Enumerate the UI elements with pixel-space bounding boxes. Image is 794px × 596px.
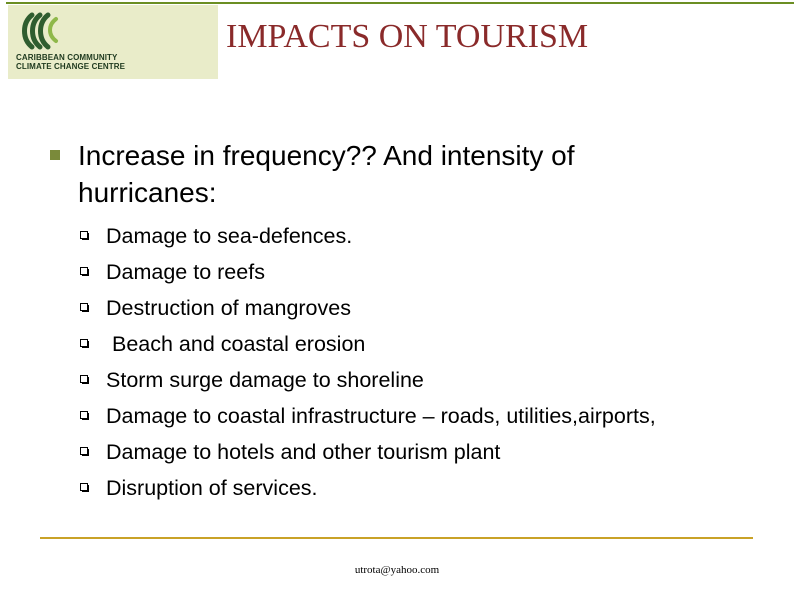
- list-item-text: Damage to hotels and other tourism plant: [106, 440, 501, 464]
- hollow-square-bullet-icon: [80, 339, 89, 348]
- hollow-square-bullet-icon: [80, 231, 89, 240]
- logo: [8, 5, 218, 79]
- main-point: Increase in frequency?? And intensity of hurricanes:: [78, 140, 575, 208]
- logo-line-1: CARIBBEAN COMMUNITY: [16, 53, 118, 62]
- logo-text: [16, 53, 125, 71]
- list-item-text: Storm surge damage to shoreline: [106, 368, 424, 392]
- hollow-square-bullet-icon: [80, 267, 89, 276]
- footer-email: utrota@yahoo.com: [354, 564, 440, 576]
- hollow-square-bullet-icon: [80, 303, 89, 312]
- hollow-square-bullet-icon: [80, 411, 89, 420]
- hollow-square-bullet-icon: [80, 447, 89, 456]
- list-item-text: Damage to sea-defences.: [106, 224, 353, 248]
- logo-line-2: CLIMATE CHANGE CENTRE: [16, 62, 126, 71]
- square-bullet-icon: [50, 150, 60, 160]
- list-item-text: Damage to coastal infrastructure – roads, utilities,airports,: [106, 404, 656, 428]
- footer-divider: [40, 537, 753, 539]
- list-item-text: Beach and coastal erosion: [106, 332, 366, 356]
- arc-stripes-logo-icon: [18, 11, 62, 51]
- list-item-text: Damage to reefs: [106, 260, 265, 284]
- list-item-text: Disruption of services.: [106, 476, 318, 500]
- hollow-square-bullet-icon: [80, 483, 89, 492]
- hollow-square-bullet-icon: [80, 375, 89, 384]
- top-rule: [6, 2, 794, 4]
- list-item-text: Destruction of mangroves: [106, 296, 351, 320]
- page-title: IMPACTS ON TOURISM: [226, 18, 589, 55]
